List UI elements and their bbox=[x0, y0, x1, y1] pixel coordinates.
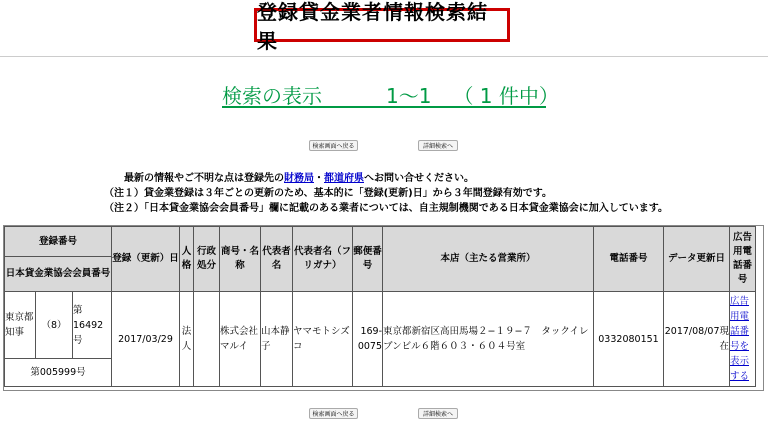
page-title-box bbox=[254, 0, 510, 53]
cell-rep: 山本静子 bbox=[261, 292, 293, 387]
page-title: 登録貸金業者情報検索結果 bbox=[257, 0, 488, 53]
result-range: 1〜1 bbox=[386, 84, 432, 108]
header-rep: 代表者名 bbox=[261, 227, 293, 292]
header-postal: 郵便番号 bbox=[353, 227, 383, 292]
result-count: （ 1 件中） bbox=[453, 84, 559, 108]
cell-authority: 東京都知事 bbox=[5, 292, 36, 359]
cell-rep-kana: ヤマモトシズコ bbox=[293, 292, 353, 387]
header-trade-name: 商号・名称 bbox=[220, 227, 261, 292]
header-reg-no: 登録番号 bbox=[5, 227, 112, 257]
header-office: 本店（主たる営業所） bbox=[383, 227, 594, 292]
cell-updated: 2017/08/07現在 bbox=[664, 292, 730, 387]
cell-reg-date: 2017/03/29 bbox=[112, 292, 180, 387]
cell-postal: 169-0075 bbox=[353, 292, 383, 387]
cell-phone: 0332080151 bbox=[594, 292, 664, 387]
cell-office: 東京都新宿区高田馬場２−１９−７ タックイレブンビル６階６０３・６０４号室 bbox=[383, 292, 594, 387]
note-contact-tail: へお問い合せください。 bbox=[364, 173, 474, 184]
result-table bbox=[4, 226, 756, 387]
finance-bureau-link[interactable]: 財務局 bbox=[284, 173, 314, 184]
prefecture-link[interactable]: 都道府県 bbox=[324, 173, 364, 184]
header-ad-phone: 広告用電話番号 bbox=[730, 227, 756, 292]
cell-assoc-no: 第005999号 bbox=[5, 359, 112, 387]
note-2: （注２）「日本貸金業協会会員番号」欄に記載のある業者については、自主規制機関である日本貸金業協会に加入しています。 bbox=[104, 203, 668, 214]
note-1: （注１）貸金業登録は３年ごとの更新のため、基本的に「登録(更新)日」から３年間登録有効です。 bbox=[104, 188, 552, 199]
header-updated: データ更新日 bbox=[664, 227, 730, 292]
header-assoc-no: 日本貸金業協会会員番号 bbox=[5, 257, 112, 292]
header-rep-kana: 代表者名（フリガナ） bbox=[293, 227, 353, 292]
result-label: 検索の表示 bbox=[222, 84, 322, 108]
cell-penalty bbox=[194, 292, 220, 387]
back-to-search-button-top[interactable]: 検索画面へ戻る bbox=[309, 140, 358, 151]
header-kind: 人格 bbox=[180, 227, 194, 292]
note-separator: ・ bbox=[314, 173, 324, 184]
ad-phone-link[interactable]: 広告用電話番号を表示する bbox=[730, 296, 750, 382]
divider bbox=[0, 56, 768, 57]
note-contact-text: 最新の情報やご不明な点は登録先の bbox=[124, 173, 284, 184]
cell-renewal: （8） bbox=[36, 292, 73, 359]
cell-trade-name: 株式会社マルイ bbox=[220, 292, 261, 387]
result-summary bbox=[222, 80, 559, 108]
header-reg-date: 登録（更新）日 bbox=[112, 227, 180, 292]
header-phone: 電話番号 bbox=[594, 227, 664, 292]
back-to-search-button-bottom[interactable]: 検索画面へ戻る bbox=[309, 408, 358, 419]
detail-search-button-top[interactable]: 詳細検索へ bbox=[418, 140, 458, 151]
cell-reg-number: 第16492号 bbox=[73, 292, 112, 359]
note-contact bbox=[124, 169, 474, 184]
cell-kind: 法人 bbox=[180, 292, 194, 387]
detail-search-button-bottom[interactable]: 詳細検索へ bbox=[418, 408, 458, 419]
header-penalty: 行政処分 bbox=[194, 227, 220, 292]
